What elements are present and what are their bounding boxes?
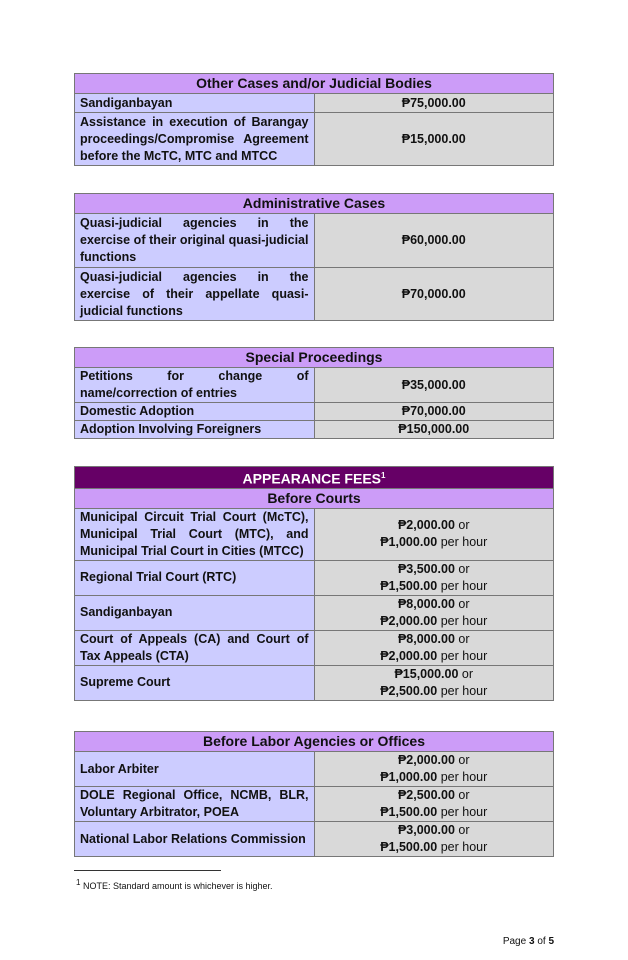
fee-amount: ₱3,500.00 or ₱1,500.00 per hour [314, 560, 554, 595]
table-row [75, 560, 554, 595]
fee-amount: ₱2,000.00 or ₱1,000.00 per hour [314, 508, 554, 560]
venue-label: National Labor Relations Commission [75, 822, 315, 857]
fee-table [74, 73, 554, 166]
fee-amount: ₱15,000.00 or ₱2,500.00 per hour [314, 665, 554, 700]
table-row [75, 508, 554, 560]
venue-label: Municipal Circuit Trial Court (McTC), Municipal Trial Court (MTC), and Municipal Trial Court in Cities (MTCC) [75, 508, 315, 560]
fee-amount: ₱70,000.00 [314, 268, 554, 321]
case-label: Petitions for change of name/correction of entries [75, 368, 315, 403]
table-row [75, 665, 554, 700]
appearance-fees-header: APPEARANCE FEES$^1$ [75, 467, 554, 489]
table-row [75, 268, 554, 321]
table-row [75, 421, 554, 439]
venue-label: Labor Arbiter [75, 752, 315, 787]
appearance-fees-labor [74, 731, 554, 857]
table-header: Other Cases and/or Judicial Bodies [75, 74, 554, 94]
fee-table [74, 347, 554, 439]
table-row [75, 368, 554, 403]
fee-amount: ₱8,000.00 or ₱2,000.00 per hour [314, 630, 554, 665]
fee-amount: ₱150,000.00 [314, 421, 554, 439]
case-label: Domestic Adoption [75, 403, 315, 421]
fee-amount: ₱2,000.00 or ₱1,000.00 per hour [314, 752, 554, 787]
table-header: Special Proceedings [75, 348, 554, 368]
table-row [75, 214, 554, 268]
footnote-divider [74, 870, 221, 871]
fee-amount: ₱70,000.00 [314, 403, 554, 421]
table-row [75, 94, 554, 113]
appearance-fees-courts [74, 466, 554, 701]
fee-amount: ₱8,000.00 or ₱2,000.00 per hour [314, 595, 554, 630]
table-row [75, 113, 554, 166]
case-label: Assistance in execution of Barangay proceedings/Compromise Agreement before the McTC, MTC and MTCC [75, 113, 315, 166]
table-row [75, 787, 554, 822]
table-header: Administrative Cases [75, 194, 554, 214]
case-label: Sandiganbayan [75, 94, 315, 113]
table-row [75, 822, 554, 857]
case-label: Quasi-judicial agencies in the exercise of their appellate quasi-judicial functions [75, 268, 315, 321]
fee-amount: ₱35,000.00 [314, 368, 554, 403]
fee-amount: ₱15,000.00 [314, 113, 554, 166]
venue-label: Regional Trial Court (RTC) [75, 560, 315, 595]
table-row [75, 752, 554, 787]
table-header: Before Labor Agencies or Offices [75, 732, 554, 752]
fee-amount: ₱75,000.00 [314, 94, 554, 113]
table-header: Before Courts [75, 488, 554, 508]
page-number: Page 3 of 5 [502, 936, 554, 947]
venue-label: Court of Appeals (CA) and Court of Tax Appeals (CTA) [75, 630, 315, 665]
footnote: $^1$ NOTE: Standard amount is whichever is higher. [76, 878, 273, 891]
fee-amount: ₱2,500.00 or ₱1,500.00 per hour [314, 787, 554, 822]
case-label: Quasi-judicial agencies in the exercise of their original quasi-judicial functions [75, 214, 315, 268]
fee-table [74, 193, 554, 321]
venue-label: Supreme Court [75, 665, 315, 700]
venue-label: Sandiganbayan [75, 595, 315, 630]
table-row [75, 630, 554, 665]
case-label: Adoption Involving Foreigners [75, 421, 315, 439]
venue-label: DOLE Regional Office, NCMB, BLR, Voluntary Arbitrator, POEA [75, 787, 315, 822]
table-row [75, 403, 554, 421]
fee-amount: ₱60,000.00 [314, 214, 554, 268]
table-row [75, 595, 554, 630]
fee-amount: ₱3,000.00 or ₱1,500.00 per hour [314, 822, 554, 857]
